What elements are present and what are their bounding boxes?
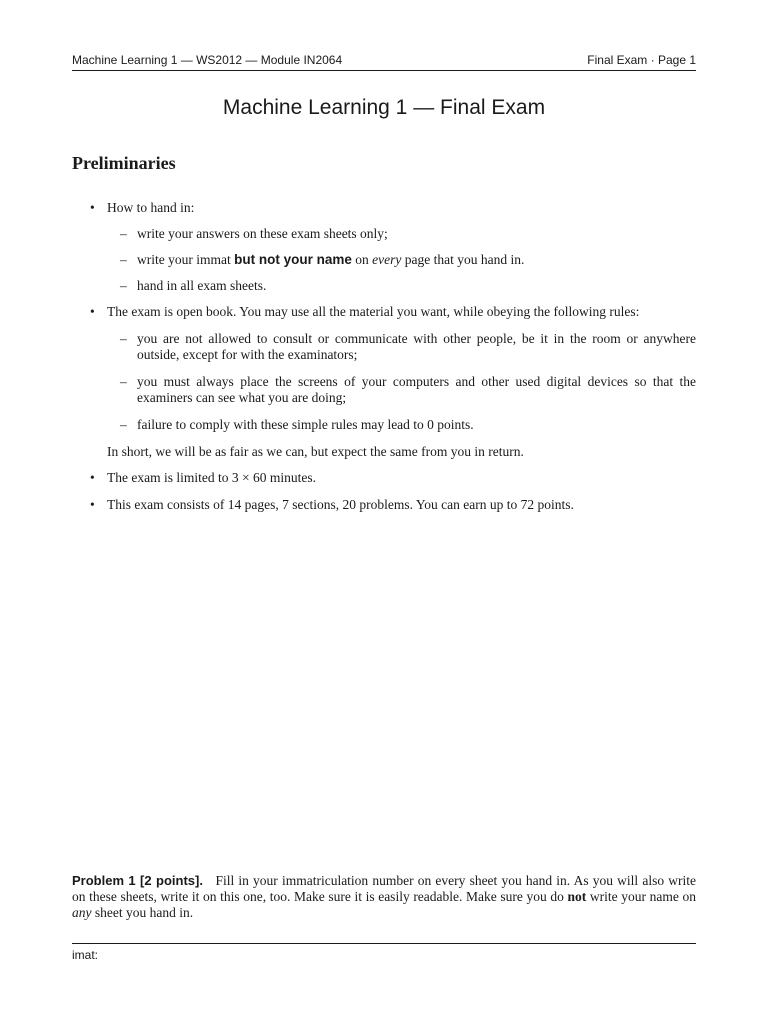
sub-item-text: failure to comply with these simple rules may lead to 0 points. [137,417,474,432]
bullet-marker: • [90,304,95,319]
sub-item-text: you are not allowed to consult or communicate with other people, be it in the room or anywhere outside, except for with the examinators; [137,331,696,362]
header-divider [72,70,696,71]
bullet-marker: • [90,200,95,215]
page-text: page that you hand in. [404,252,525,267]
dash-marker: – [120,374,127,389]
no-name-emphasis: but not your name [234,252,352,267]
bullet-text: How to hand in: [107,200,195,215]
every-emphasis: every [372,252,402,267]
header-course: Machine Learning 1 — WS2012 — Module IN2064 [72,53,343,67]
problem-text-c: sheet you hand in. [94,905,194,920]
fairness-note: In short, we will be as fair as we can, but expect the same from you in return. [107,444,524,459]
dash-marker: – [120,417,127,432]
sub-item-text: hand in all exam sheets. [137,278,267,293]
bullet-text: The exam is limited to 3 × 60 minutes. [107,470,316,485]
dash-marker: – [120,278,127,293]
dash-marker: – [120,226,127,241]
problem-1 [72,873,696,921]
dash-marker: – [120,331,127,346]
page-header [72,53,696,71]
header-page-number: Final Exam · Page 1 [587,53,696,67]
bullet-marker: • [90,470,95,485]
not-emphasis: not [567,889,587,904]
dash-marker: – [120,252,127,267]
problem-text-b: write your name on [589,889,696,904]
immat-text: write your immat [137,252,231,267]
on-text: on [355,252,369,267]
problem-label: Problem 1 [2 points]. [72,873,203,888]
answer-divider [72,943,696,944]
sub-item-text [137,252,696,268]
sub-item-text: write your answers on these exam sheets only; [137,226,388,241]
problem-text-a: Fill in your immatriculation number on every sheet you hand in. As you will also write on these sheets, write it on this one, too. Make sure it is easily readable. Make sure you do [72,873,696,904]
sub-item-text: you must always place the screens of your computers and other used digital devices so that the examiners can see what you are doing; [137,374,696,405]
bullet-text: This exam consists of 14 pages, 7 sections, 20 problems. You can earn up to 72 points. [107,497,574,512]
any-emphasis: any [72,905,92,920]
section-title: Preliminaries [72,153,176,173]
exam-title: Machine Learning 1 — Final Exam [222,96,546,119]
bullet-text: The exam is open book. You may use all the material you want, while obeying the following rules: [107,304,640,319]
bullet-marker: • [90,497,95,512]
imat-field-label: imat: [72,948,99,962]
